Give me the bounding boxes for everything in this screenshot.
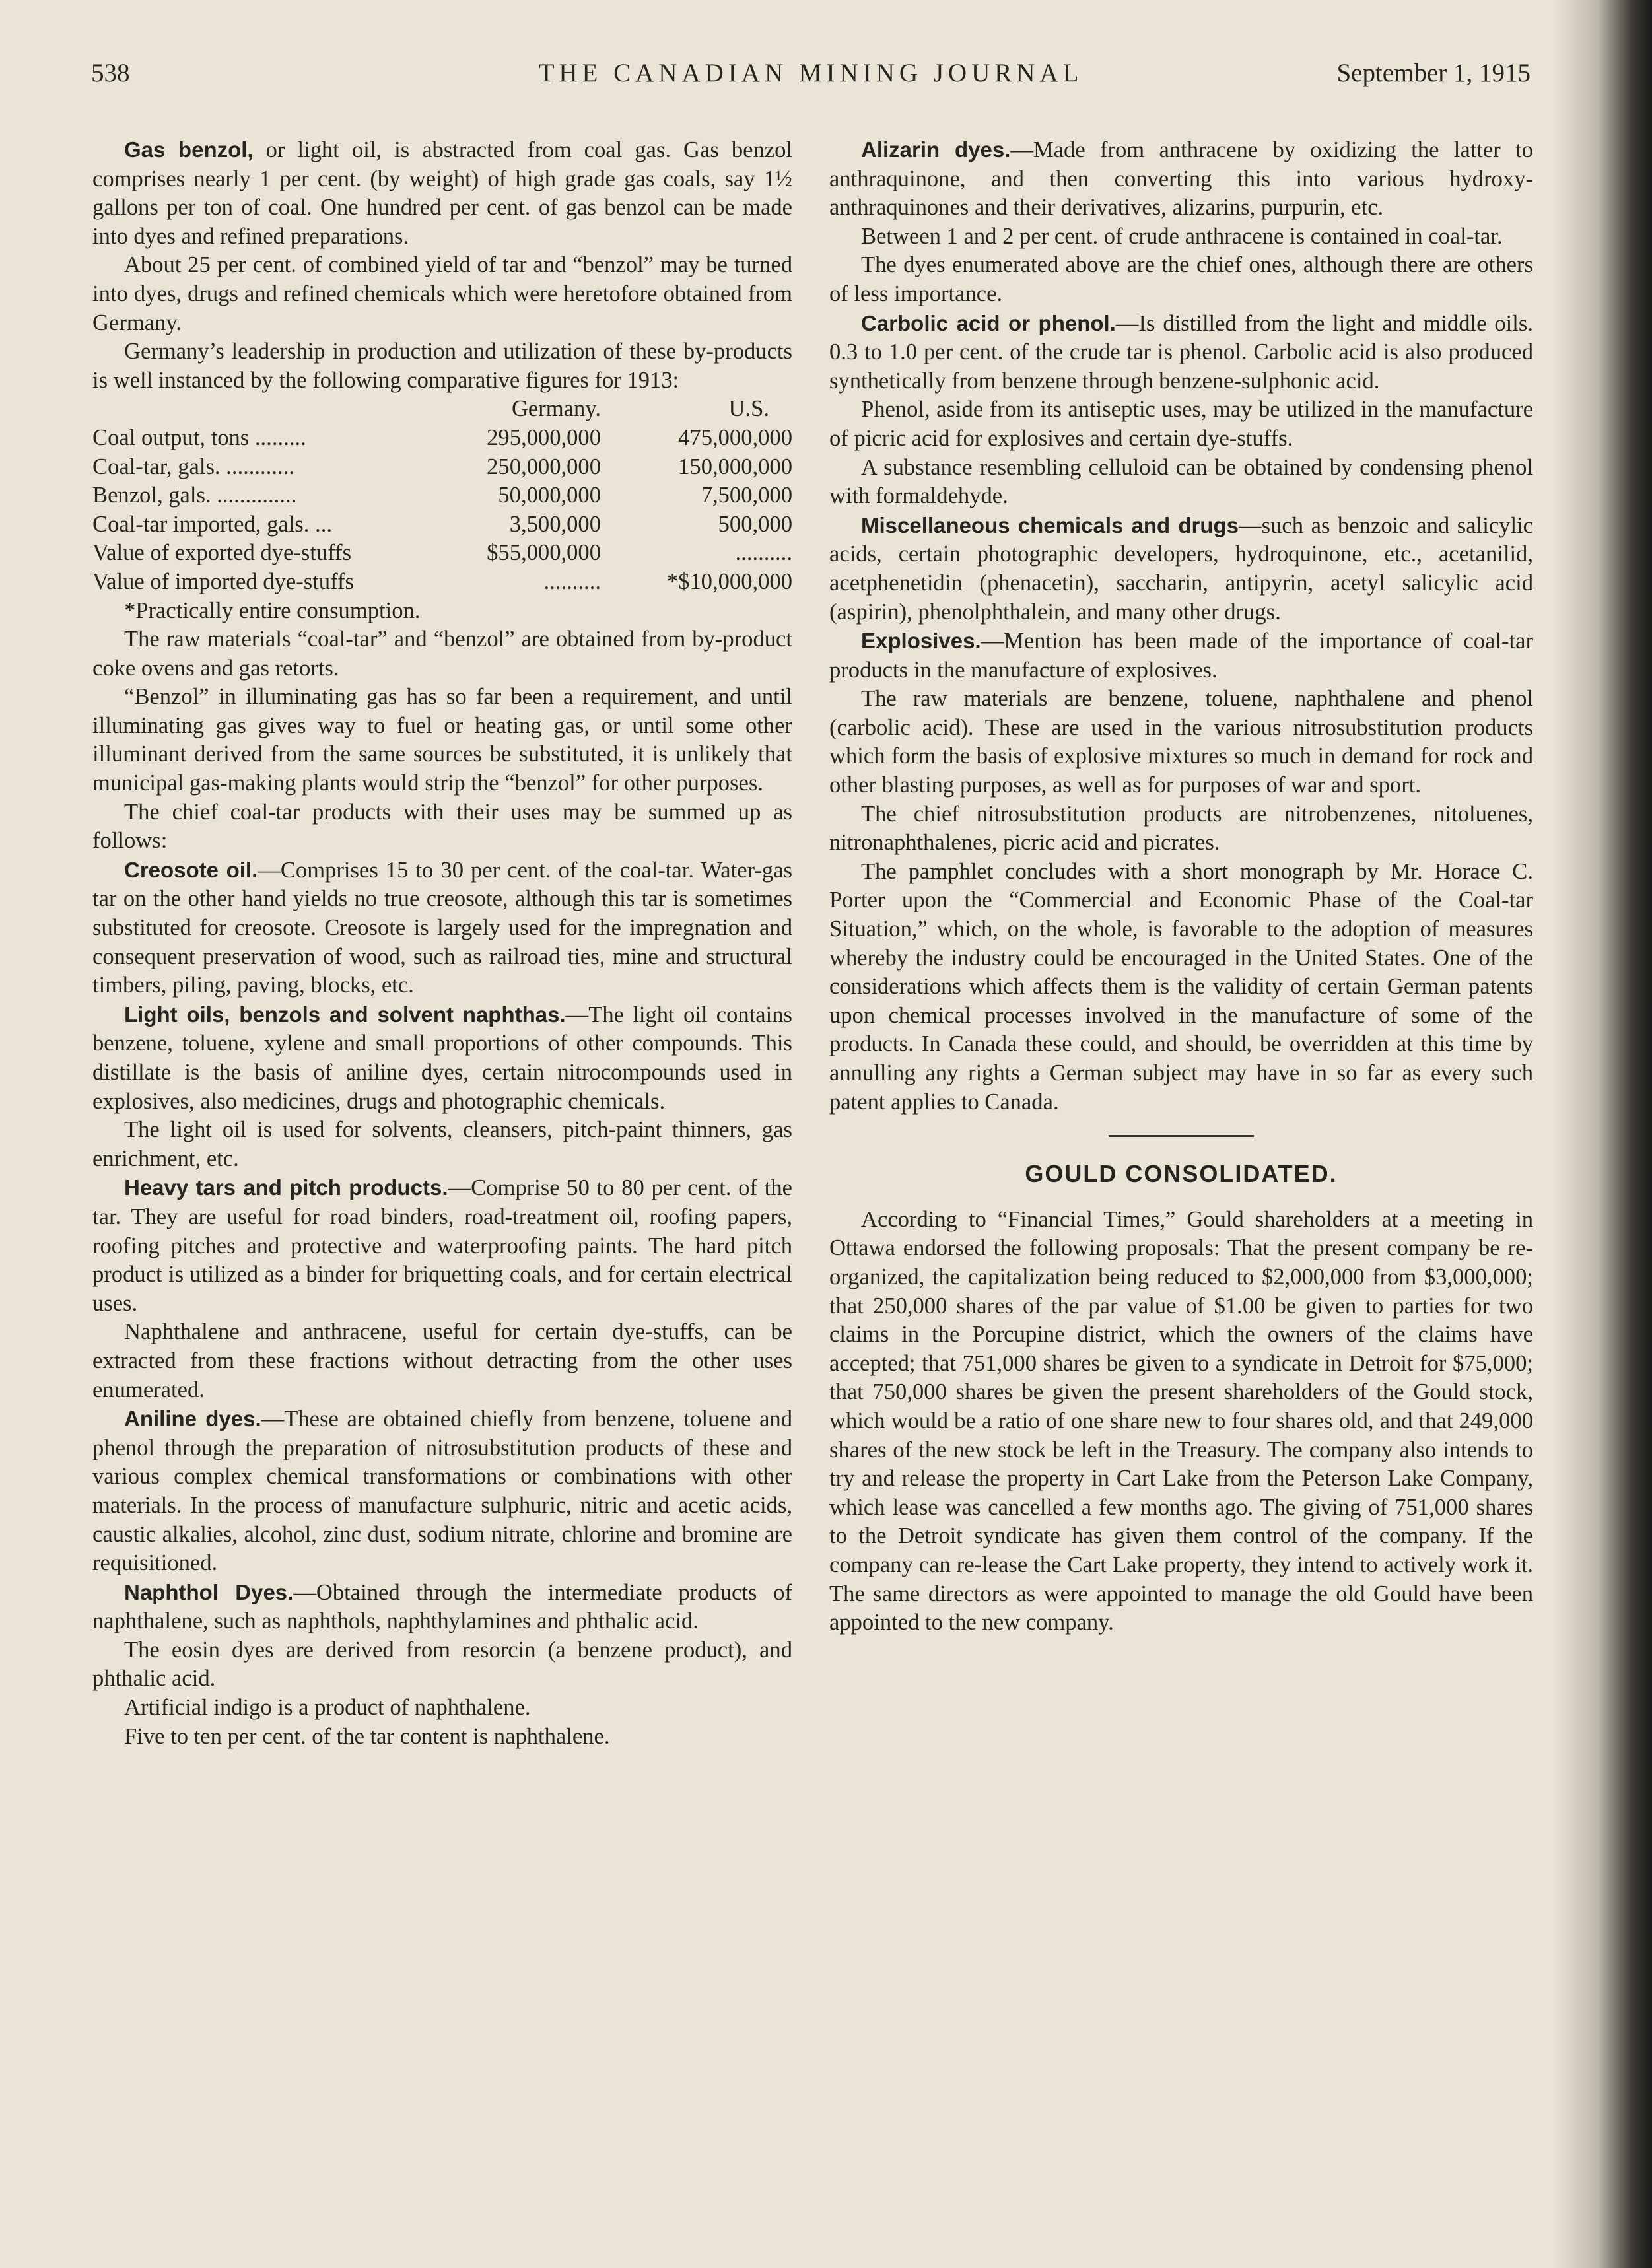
paragraph-aniline-dyes: Aniline dyes.—These are obtained chiefly from benzene, toluene and phenol through the preparation of nitrosubstitution products of these and various complex chemical transformations or combinations with other materials. In the process of manufacture sulphuric, nitric and acetic acids, caustic alkalies, alcohol, zinc dust, sodium nitrate, chlorine and bromine are requisitioned. bbox=[92, 1406, 793, 1576]
paragraph: About 25 per cent. of combined yield of tar and “benzol” may be turned into dyes, drugs and refined chemicals which were heretofore obtained from Germany. bbox=[92, 252, 792, 335]
column-header-us: U.S. bbox=[728, 396, 769, 422]
paragraph: Germany’s leadership in production and utilization of these by-products is well instanced by the following comparative figures for 1913: bbox=[92, 339, 792, 393]
paragraph: Five to ten per cent. of the tar content is naphthalene. bbox=[124, 1723, 610, 1749]
paragraph: Naphthalene and anthracene, useful for certain dye-stuffs, can be extracted from these fractions without detracting from the other uses enumerated. bbox=[92, 1319, 792, 1402]
paragraph-creosote-oil: Creosote oil.—Comprises 15 to 30 per cent. of the coal-tar. Water-gas tar on the other hand yields no true creosote, although this tar is sometimes substituted for creosote. Creosote is largely used for the impregnation and consequent preservation of wood, such as railroad ties, mine and structural timbers, piling, paving, blocks, etc. bbox=[92, 857, 792, 998]
issue-date: September 1, 1915 bbox=[1336, 59, 1531, 87]
paragraph-gas-benzol: Gas benzol, or light oil, is abstracted from coal gas. Gas benzol comprises nearly 1 per cent. (by weight) of high grade gas coals, say 1½ gallons per ton of coal. One hundred per cent. of gas benzol can be made into dyes and refined preparations. bbox=[92, 137, 793, 249]
run-in-heading: Carbolic acid or phenol. bbox=[861, 310, 1116, 335]
table-row: Coal-tar imported, gals. ... 3,500,000 500,000 bbox=[92, 511, 792, 537]
section-divider bbox=[1109, 1135, 1254, 1137]
paragraph-alizarin-dyes: Alizarin dyes.—Made from anthracene by oxidizing the latter to anthraquinone, and then converting this into various hydroxy-anthraquinones and their derivatives, alizarins, purpurin, etc. bbox=[829, 137, 1533, 221]
paragraph-heavy-tars: Heavy tars and pitch products.—Comprise 50 to 80 per cent. of the tar. They are useful for road binders, road-treatment oil, roofing papers, roofing pitches and protective and waterproofing paints. The hard pitch product is utilized as a binder for briquetting coals, and for certain electrical uses. bbox=[92, 1175, 792, 1316]
paragraph: The light oil is used for solvents, cleansers, pitch-paint thinners, gas enrichment, etc. bbox=[92, 1117, 792, 1171]
run-in-heading: Alizarin dyes. bbox=[861, 137, 1011, 162]
paragraph: The raw materials are benzene, toluene, naphthalene and phenol (carbolic acid). These are used in the various nitrosubstitution products which form the basis of explosive mixtures so much in demand for rock and other blasting purposes, as well as for purposes of war and sport. bbox=[829, 686, 1533, 798]
paragraph-naphthol-dyes: Naphthol Dyes.—Obtained through the intermediate products of naphthalene, such as naphthols, naphthylamines and phthalic acid. bbox=[92, 1579, 792, 1634]
run-in-heading: Light oils, benzols and solvent naphthas. bbox=[124, 1002, 566, 1027]
column-header-germany: Germany. bbox=[511, 396, 601, 422]
left-column bbox=[92, 135, 792, 1751]
paragraph-miscellaneous-chemicals: Miscellaneous chemicals and drugs—such as benzoic and salicylic acids, certain photographic developers, hydroquinone, etc., acetanilid, acetphenetidin (phenacetin), saccharin, antipyrin, acetyl salicylic acid (aspirin), phenolphthalein, and many other drugs. bbox=[829, 512, 1534, 625]
run-in-heading: Heavy tars and pitch products. bbox=[124, 1175, 448, 1200]
paragraph: Artificial indigo is a product of naphthalene. bbox=[124, 1695, 531, 1721]
paragraph: The chief nitrosubstitution products are nitrobenzenes, nitoluenes, nitronaphthalenes, picric acid and picrates. bbox=[829, 801, 1533, 856]
paragraph-explosives: Explosives.—Mention has been made of the importance of coal-tar products in the manufacture of explosives. bbox=[829, 629, 1533, 683]
page-header bbox=[91, 58, 1531, 98]
paragraph: “Benzol” in illuminating gas has so far been a requirement, and until illuminating gas gives way to fuel or heating gas, or until some other illuminant derived from the same sources be substituted, it is unlikely that municipal gas-making plants would strip the “benzol” for other purposes. bbox=[92, 684, 792, 796]
comparison-table bbox=[92, 395, 792, 596]
paragraph: The raw materials “coal-tar” and “benzol” are obtained from by-product coke ovens and gas retorts. bbox=[92, 627, 792, 681]
page-number: 538 bbox=[91, 59, 130, 87]
paragraph: The pamphlet concludes with a short monograph by Mr. Horace C. Porter upon the “Commercial and Economic Phase of the Coal-tar Situation,” which, on the whole, is favorable to the adoption of measures whereby the industry could be encouraged in the United States. One of the considerations which affects them is the validity of certain German patents upon chemical processes involved in the manufacture of some of the products. In Canada these could, and should, be overridden at this time by annulling any rights a German subject may have in so far as every such patent applies to Canada. bbox=[829, 858, 1533, 1115]
table-header-row bbox=[92, 395, 792, 424]
run-in-heading: Aniline dyes. bbox=[124, 1406, 261, 1431]
table-row: Value of exported dye-stuffs $55,000,000 .......... bbox=[92, 540, 792, 566]
table-row: Coal-tar, gals. ............ 250,000,000 150,000,000 bbox=[92, 454, 792, 479]
table-row: Coal output, tons ......... 295,000,000 475,000,000 bbox=[92, 425, 792, 450]
run-in-heading: Gas benzol, bbox=[124, 137, 254, 162]
paragraph: Between 1 and 2 per cent. of crude anthracene is contained in coal-tar. bbox=[861, 223, 1503, 249]
paragraph-carbolic-acid: Carbolic acid or phenol.—Is distilled from the light and middle oils. 0.3 to 1.0 per cent. of the crude tar is phenol. Carbolic acid is also produced synthetically from benzene through benzene-sulphonic acid. bbox=[829, 310, 1534, 394]
paragraph: Phenol, aside from its antiseptic uses, may be utilized in the manufacture of picric acid for explosives and certain dye-stuffs. bbox=[829, 397, 1533, 451]
run-in-heading: Explosives. bbox=[861, 629, 981, 654]
page-binding-shadow bbox=[1553, 0, 1652, 2268]
paragraph: The dyes enumerated above are the chief ones, although there are others of less importance. bbox=[829, 252, 1533, 306]
run-in-heading: Creosote oil. bbox=[124, 857, 258, 882]
right-column bbox=[829, 135, 1533, 1637]
run-in-heading: Miscellaneous chemicals and drugs bbox=[861, 512, 1239, 537]
paragraph-light-oils: Light oils, benzols and solvent naphthas.—The light oil contains benzene, toluene, xylene and small proportions of other compounds. This distillate is the basis of aniline dyes, certain nitrocompounds used in explosives, also medicines, drugs and photographic chemicals. bbox=[92, 1002, 792, 1114]
paragraph-gould-consolidated: According to “Financial Times,” Gould shareholders at a meeting in Ottawa endorsed the following proposals: That the present company be re-organized, the capitalization being reduced to $2,000,000 from $3,000,000; that 250,000 shares of the par value of $1.00 be given to parties for two claims in the Porcupine district, which the owners of the claims have accepted; that 751,000 shares be given to a syndicate in Detroit for $75,000; that 750,000 shares be given the present shareholders of the Gould stock, which would be a ratio of one share new to four shares old, and that 249,000 shares of the new stock be left in the Treasury. The company also intends to try and release the property in Cart Lake from the Peterson Lake Company, which lease was cancelled a few months ago. The giving of 751,000 shares to the Detroit syndicate has given them control of the company. If the company can re-lease the Cart Lake property, they intend to actively work it. The same directors as were appointed to manage the old Gould have been appointed to the new company. bbox=[829, 1206, 1533, 1635]
table-row: Value of imported dye-stuffs .......... *$10,000,000 bbox=[92, 568, 792, 594]
table-row: Benzol, gals. .............. 50,000,000 7,500,000 bbox=[92, 483, 792, 508]
paragraph: A substance resembling celluloid can be obtained by condensing phenol with formaldehyde. bbox=[829, 454, 1533, 509]
paragraph: The eosin dyes are derived from resorcin (a benzene product), and phthalic acid. bbox=[92, 1637, 792, 1692]
table-footnote: *Practically entire consumption. bbox=[124, 598, 421, 623]
section-title: GOULD CONSOLIDATED. bbox=[1025, 1160, 1338, 1188]
run-in-heading: Naphthol Dyes. bbox=[124, 1579, 294, 1604]
paragraph: The chief coal-tar products with their uses may be summed up as follows: bbox=[92, 799, 792, 854]
journal-title: THE CANADIAN MINING JOURNAL bbox=[538, 59, 1084, 87]
